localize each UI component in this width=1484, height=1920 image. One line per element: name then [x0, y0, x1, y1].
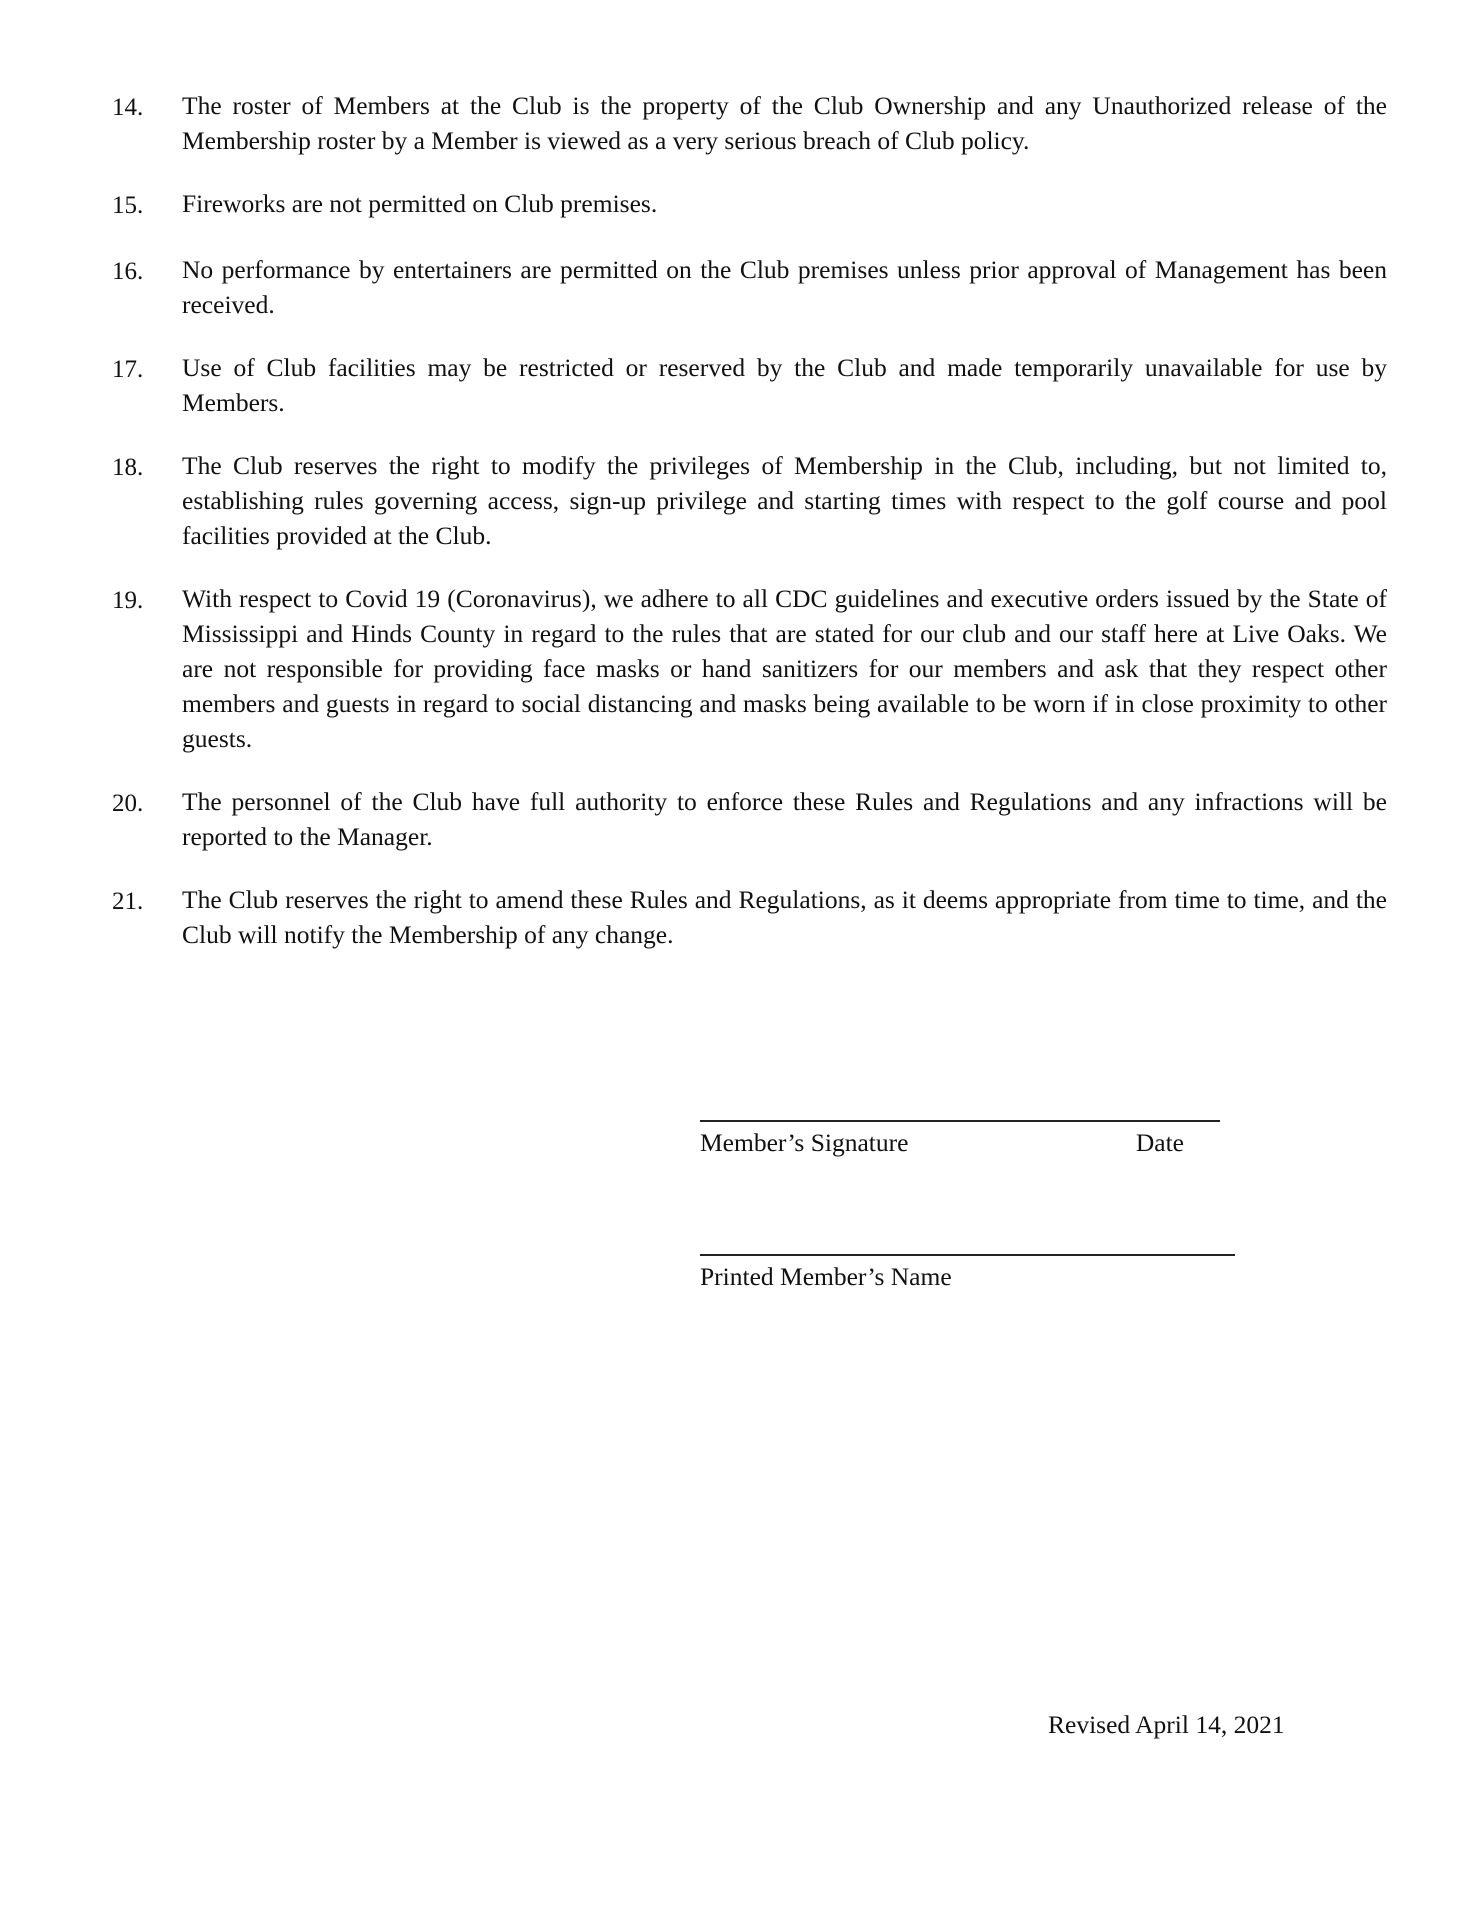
rule-15 [112, 186, 1387, 224]
rule-number: 15. [112, 192, 144, 219]
rule-number: 19. [112, 587, 144, 614]
member-signature-label: Member’s Signature [700, 1128, 909, 1157]
member-signature-block [700, 1120, 1220, 1160]
printed-name-line[interactable] [700, 1254, 1235, 1256]
rule-number: 16. [112, 258, 144, 285]
rule-16 [112, 252, 1387, 322]
printed-name-labels [700, 1260, 1235, 1294]
rule-number: 17. [112, 356, 144, 383]
signature-line[interactable] [700, 1120, 1220, 1122]
rule-text: With respect to Covid 19 (Coronavirus), we adhere to all CDC guidelines and executive orders issued by the State of Mississippi and Hinds County in regard to the rules that are stated for our club and our staff here at Live Oaks. We are not responsible for providing face masks or hand sanitizers for our members and ask that they respect other members and guests in regard to social distancing and masks being available to be worn if in close proximity to other guests. [182, 584, 1387, 753]
printed-name-label: Printed Member’s Name [700, 1262, 952, 1291]
rule-number: 21. [112, 888, 144, 915]
rule-text: The Club reserves the right to modify the privileges of Membership in the Club, including, but not limited to, establishing rules governing access, sign-up privilege and starting times with respect to the golf course and pool facilities provided at the Club. [182, 451, 1387, 550]
rule-text: The roster of Members at the Club is the property of the Club Ownership and any Unauthorized release of the Membership roster by a Member is viewed as a very serious breach of Club policy. [182, 91, 1387, 155]
rule-text: Fireworks are not permitted on Club premises. [182, 189, 658, 218]
rule-number: 14. [112, 94, 144, 121]
rules-list [112, 88, 1387, 980]
rule-number: 18. [112, 454, 144, 481]
revision-date: Revised April 14, 2021 [1048, 1710, 1285, 1739]
rule-text: The Club reserves the right to amend these Rules and Regulations, as it deems appropriate from time to time, and the Club will notify the Membership of any change. [182, 885, 1387, 949]
rule-21 [112, 882, 1387, 952]
rule-text: No performance by entertainers are permitted on the Club premises unless prior approval of Management has been received. [182, 255, 1387, 319]
rule-18 [112, 448, 1387, 553]
rule-17 [112, 350, 1387, 420]
printed-name-block [700, 1254, 1235, 1294]
date-label: Date [1135, 1128, 1184, 1157]
signature-labels [700, 1126, 1220, 1160]
rule-number: 20. [112, 790, 144, 817]
rule-19 [112, 581, 1387, 756]
rule-14 [112, 88, 1387, 158]
rule-20 [112, 784, 1387, 854]
rule-text: Use of Club facilities may be restricted or reserved by the Club and made temporarily unavailable for use by Members. [182, 353, 1387, 417]
rule-text: The personnel of the Club have full authority to enforce these Rules and Regulations and any infractions will be reported to the Manager. [182, 787, 1387, 851]
